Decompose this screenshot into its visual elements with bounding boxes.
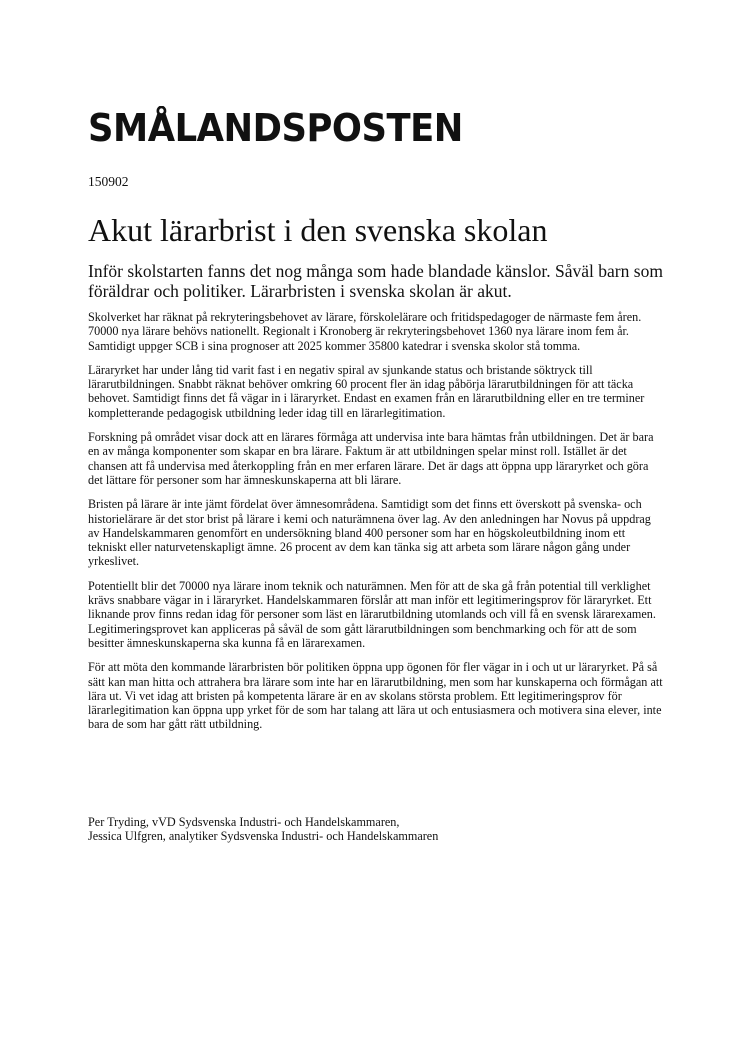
newspaper-masthead: SMÅLANDSPOSTEN [88,106,463,150]
article-headline: Akut lärarbrist i den svenska skolan [88,212,548,248]
signature-line: Per Tryding, vVD Sydsvenska Industri- och Handelskammaren, [88,815,400,829]
body-paragraph: För att möta den kommande lärarbristen bör politiken öppna upp ögonen för fler vägar in i och ut ur läraryrket. På så sätt kan man hitta och attrahera bra lärare som inte har en lärarutbildning, men som har kunskaperna och förmågan att lära ut. Vi vet idag att bristen på kompetenta lärare är en av skolans största problem. Ett legitimeringsprov för lärarlegitimation kan öppna upp yrket för de som har talang att lära ut och entusiasmera och motivera sina elever, inte bara de som har gått rätt utbildning. [88,660,663,732]
body-paragraph: Potentiellt blir det 70000 nya lärare inom teknik och naturämnen. Men för att de ska gå från potential till verklighet krävs snabbare vägar in i läraryrket. Handelskammaren förslår att man inför ett legitimeringsprov för läraryrket. Ett liknande prov finns redan idag för personer som läst en lärarutbildning utomlands och vill få en svensk lärarexamen. Legitimeringsprovet kan appliceras på såväl de som gått lärarutbildningen som benchmarking och för att de som besitter ämneskunskaperna ska kunna få en lärarexamen. [88,578,656,650]
body-paragraph: Bristen på lärare är inte jämt fördelat över ämnesområdena. Samtidigt som det finns ett överskott på svenska- och historielärare är det stor brist på lärare i kemi och naturämnena över lag. Av den anledningen har Novus på uppdrag av Handelskammaren genomfört en undersökning bland 400 personer som har en högskoleutbildning inom ett tekniskt eller naturvetenskapligt ämne. 26 procent av dem kan tänka sig att arbeta som lärare någon gång under yrkeslivet. [88,497,651,569]
publication-date: 150902 [88,174,129,189]
body-paragraph: Forskning på området visar dock att en lärares förmåga att undervisa inte bara hämtas från utbildningen. Det är bara en av många komponenter som skapar en bra lärare. Faktum är att utbildningen spelar minst roll. Istället är det chansen att få undervisa med återkoppling från en mer erfaren lärare. Det är dags att öppna upp läraryrket och göra det lättare för personer som har ämneskunskaperna att bli lärare. [88,430,654,487]
body-paragraph: Läraryrket har under lång tid varit fast i en negativ spiral av sjunkande status och bristande söktryck till lärarutbildningen. Snabbt räknat behöver omkring 60 procent fler än idag påbörja lärarutbildningen för att täcka behovet. Samtidigt finns det få vägar in i läraryrket. Endast en examen från en lärarutbildning eller en tre terminer kompletterande pedagogisk utbildning leder idag till en lärarlegitimation. [88,362,645,420]
article-body [88,310,664,742]
article-ingress: Inför skolstarten fanns det nog många som hade blandade känslor. Såväl barn som föräldrar och politiker. Lärarbristen i svenska skolan är akut. [88,261,663,301]
body-paragraph: Skolverket har räknat på rekryteringsbehovet av lärare, förskolelärare och fritidspedagoger de närmaste fem åren. 70000 nya lärare behövs nationellt. Regionalt i Kronoberg är rekryteringsbehovet 1360 nya lärare inom fem år. Samtidigt uppger SCB i sina prognoser att 2025 kommer 35800 katedrar i svenska skolor stå tomma. [88,310,642,353]
signature-line: Jessica Ulfgren, analytiker Sydsvenska Industri- och Handelskammaren [88,829,439,844]
author-signatures [88,815,648,844]
